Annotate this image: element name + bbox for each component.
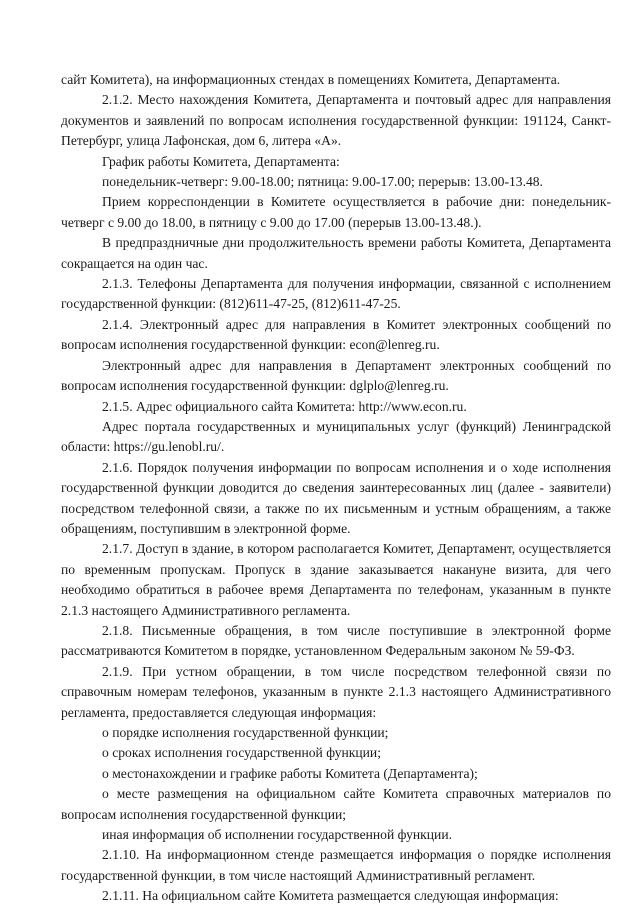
paragraph-2-1-11: 2.1.11. На официальном сайте Комитета размещается следующая информация:	[102, 888, 559, 904]
paragraph-schedule-hours: понедельник-четверг: 9.00-18.00; пятница: 9.00-17.00; перерыв: 13.00-13.48.	[102, 174, 543, 190]
paragraph-2-1-8: 2.1.8. Письменные обращения, в том числе поступившие в электронной форме рассматриваются Комитетом в порядке, установленном Федеральным законом № 59-ФЗ.	[61, 622, 611, 659]
paragraph-2-1-5: 2.1.5. Адрес официального сайта Комитета: http://www.econ.ru.	[102, 398, 467, 414]
list-item-website-materials: о месте размещения на официальном сайте Комитета справочных материалов по вопросам исполнения государственной функции;	[61, 786, 611, 822]
paragraph-department-email: Электронный адрес для направления в Департамент электронных сообщений по вопросам исполнения государственной функции: dglplo@lenreg.ru.	[61, 357, 611, 394]
paragraph-portal-address: Адрес портала государственных и муниципальных услуг (функций) Ленинградской области: https://gu.lenobl.ru/.	[61, 418, 611, 455]
list-item-procedure: о порядке исполнения государственной функции;	[102, 725, 389, 740]
paragraph-2-1-7: 2.1.7. Доступ в здание, в котором располагается Комитет, Департамент, осуществляется по временным пропускам. Пропуск в здание заказывается накануне визита, для чего необходимо обратиться в рабочее время Департамента по телефонам, указанным в пункте 2.1.3 настоящего Административного регламента.	[61, 541, 611, 618]
list-item-deadlines: о сроках исполнения государственной функции;	[102, 745, 381, 761]
paragraph-continuation: сайт Комитета), на информационных стендах в помещениях Комитета, Департамента.	[61, 72, 561, 87]
paragraph-holidays: В предпраздничные дни продолжительность времени работы Комитета, Департамента сокращается на один час.	[61, 235, 611, 271]
paragraph-2-1-4: 2.1.4. Электронный адрес для направления в Комитет электронных сообщений по вопросам исполнения государственной функции: econ@lenreg.ru.	[61, 316, 611, 353]
list-item-location: о местонахождении и графике работы Комитета (Департамента);	[102, 765, 478, 781]
list-item-other-info: иная информация об исполнении государственной функции.	[102, 827, 452, 843]
paragraph-2-1-6: 2.1.6. Порядок получения информации по вопросам исполнения и о ходе исполнения государственной функции доводится до сведения заинтересованных лиц (далее - заявители) посредством телефонной связи, а также по их письменным и устным обращениям, а также обращениям, поступившим в электронной форме.	[61, 459, 611, 536]
paragraph-schedule-heading: График работы Комитета, Департамента:	[102, 153, 340, 169]
paragraph-2-1-10: 2.1.10. На информационном стенде размещается информация о порядке исполнения государственной функции, в том числе настоящий Административный регламент.	[61, 847, 611, 883]
paragraph-2-1-9: 2.1.9. При устном обращении, в том числе посредством телефонной связи по справочным номерам телефонов, указанным в пункте 2.1.3 настоящего Административного регламента, предоставляется следующая информация:	[61, 663, 611, 720]
paragraph-2-1-3: 2.1.3. Телефоны Департамента для получения информации, связанной с исполнением государственной функции: (812)611-47-25, (812)611-47-25.	[61, 276, 611, 312]
paragraph-correspondence: Прием корреспонденции в Комитете осуществляется в рабочие дни: понедельник-четверг с 9.00 до 18.00, в пятницу с 9.00 до 17.00 (перерыв 13.00-13.48.).	[61, 194, 611, 230]
paragraph-2-1-2: 2.1.2. Место нахождения Комитета, Департамента и почтовый адрес для направления документов и заявлений по вопросам исполнения государственной функции: 191124, Санкт-Петербург, улица Лафонская, дом 6, литера «А».	[61, 92, 611, 149]
